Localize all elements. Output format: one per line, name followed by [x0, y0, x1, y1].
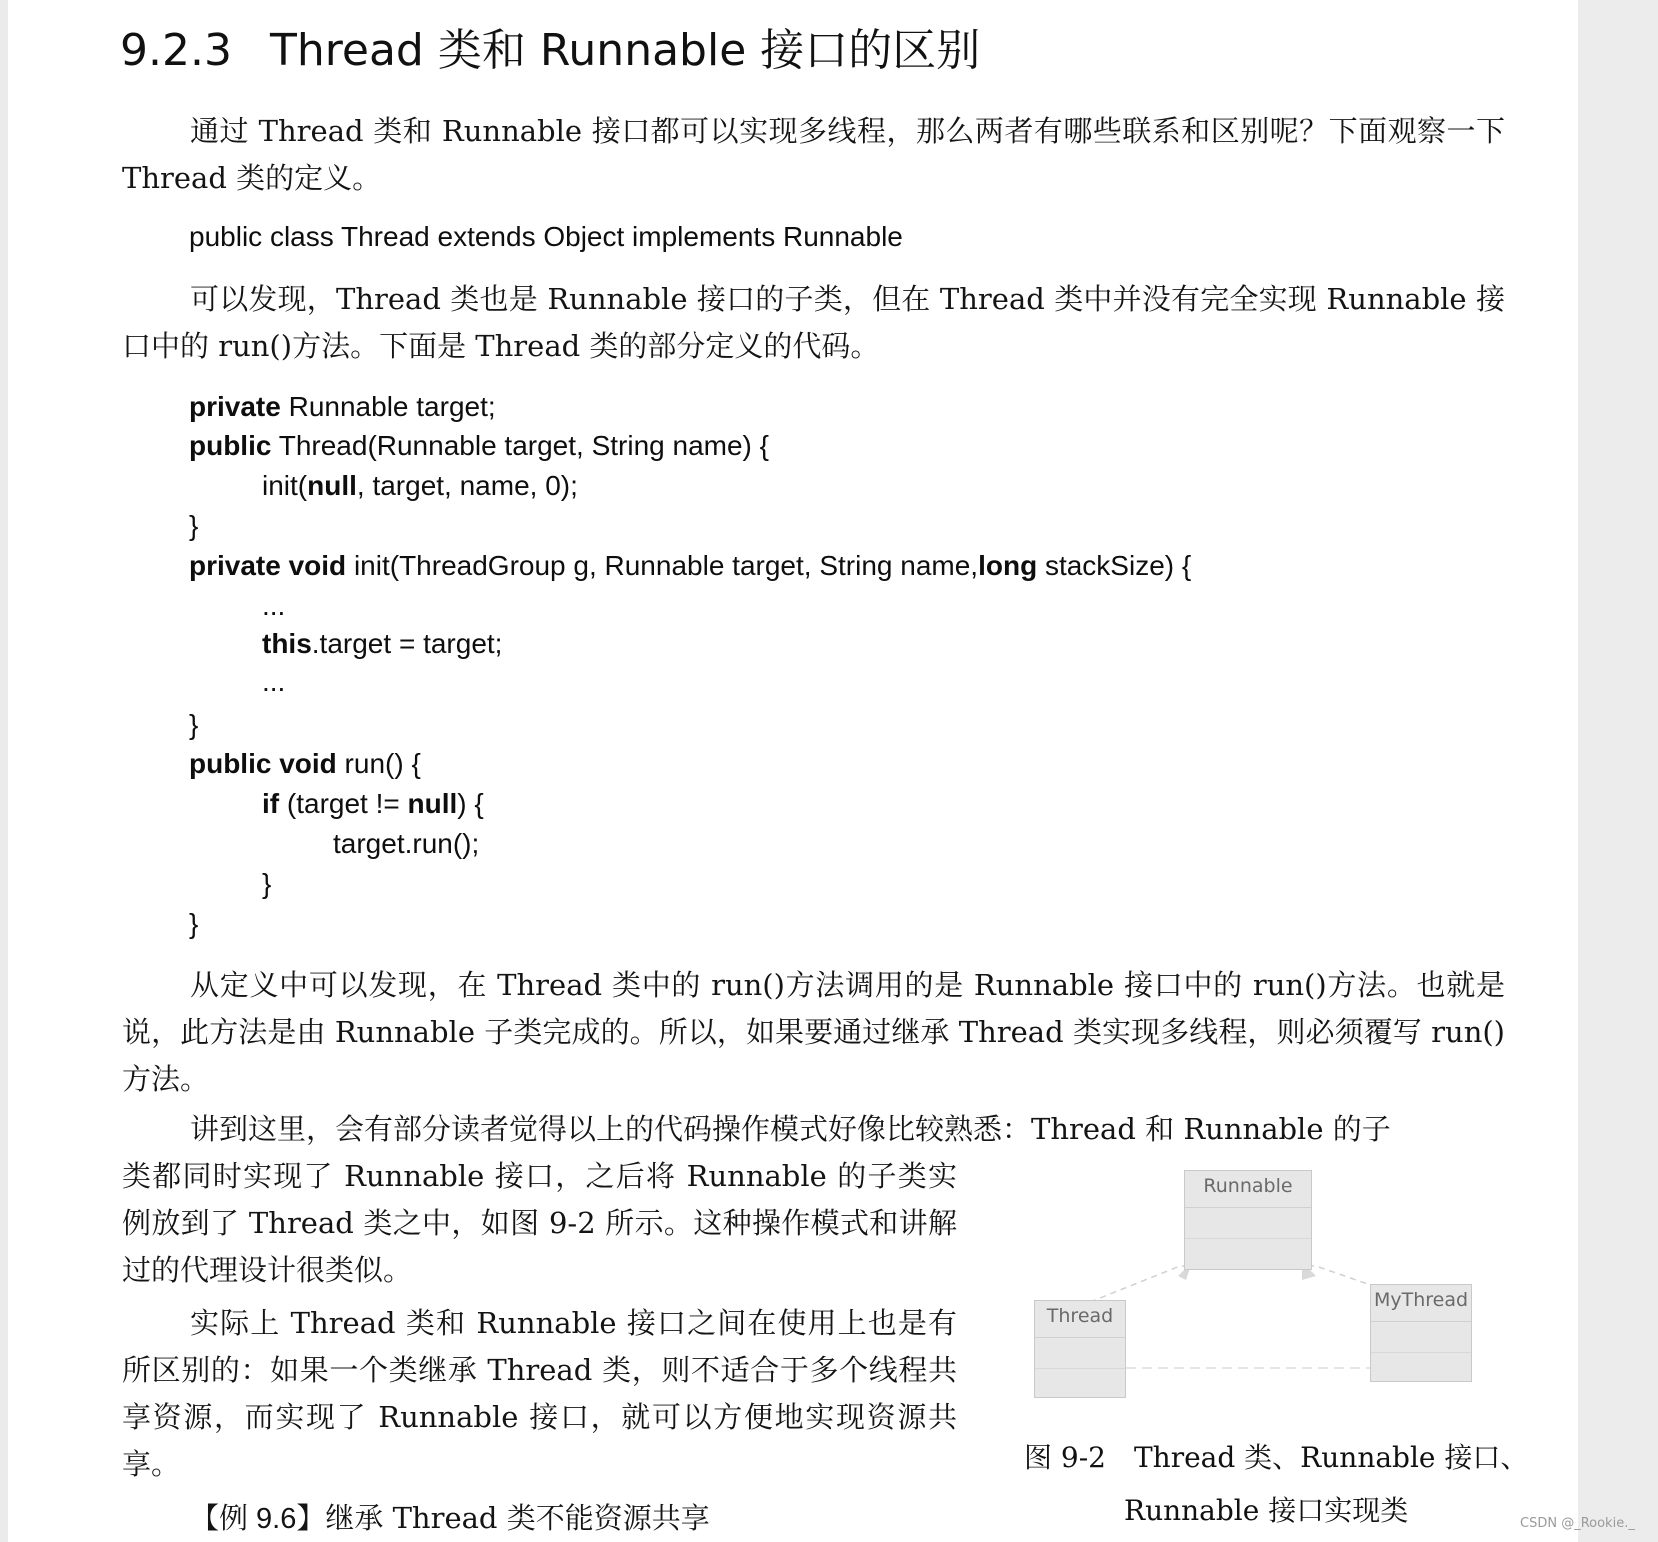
paragraph-run-method: 从定义中可以发现，在 Thread 类中的 run()方法调用的是 Runnable 接口中的 run()方法。也就是说，此方法是由 Runnable 子类完成的。所以，如果要通过继承 Thread 类实现多线程，则必须覆写 run()方法。 — [122, 968, 1505, 1096]
example-heading: 【例 9.6】继承 Thread 类不能资源共享 — [190, 1501, 710, 1535]
uml-label-mythread: MyThread — [1371, 1285, 1471, 1322]
code-line-2: public Thread(Runnable target, String name) { — [189, 430, 769, 461]
code-line-13: } — [262, 868, 272, 899]
paragraph-subclass: 可以发现，Thread 类也是 Runnable 接口的子类，但在 Thread 类中并没有完全实现 Runnable 接口中的 run()方法。下面是 Thread 类的部分定义的代码。 — [122, 282, 1505, 363]
code-line-14: } — [189, 908, 199, 939]
code-line-1: private Runnable target; — [189, 391, 496, 422]
uml-box-runnable — [1184, 1170, 1312, 1270]
code-line-4: } — [189, 510, 199, 541]
code-line-6: ... — [262, 590, 286, 621]
figure-caption-line1: 图 9-2 Thread 类、Runnable 接口、 — [1024, 1441, 1529, 1474]
paragraph-intro: 通过 Thread 类和 Runnable 接口都可以实现多线程，那么两者有哪些联系和区别呢？下面观察一下 Thread 类的定义。 — [122, 114, 1505, 195]
code-line-11: if (target != null) { — [262, 788, 484, 819]
uml-box-mythread — [1370, 1284, 1472, 1382]
section-title: Thread 类和 Runnable 接口的区别 — [270, 25, 981, 76]
code-line-5: private void init(ThreadGroup g, Runnable target, String name,long stackSize) { — [189, 550, 1192, 581]
paragraph-proxy-rest: 类都同时实现了 Runnable 接口，之后将 Runnable 的子类实例放到了 Thread 类之中，如图 9-2 所示。这种操作模式和讲解过的代理设计很类似。 — [122, 1159, 957, 1287]
paragraph-proxy-line1: 讲到这里，会有部分读者觉得以上的代码操作模式好像比较熟悉：Thread 和 Runnable 的子 — [190, 1112, 1391, 1146]
uml-label-thread: Thread — [1035, 1301, 1125, 1338]
code-line-7: this.target = target; — [262, 628, 503, 659]
paragraph-difference: 实际上 Thread 类和 Runnable 接口之间在使用上也是有所区别的：如果一个类继承 Thread 类，则不适合于多个线程共享资源，而实现了 Runnable 接口，就可以方便地实现资源共享。 — [122, 1306, 957, 1481]
uml-box-thread — [1034, 1300, 1126, 1398]
code-line-3: init(null, target, name, 0); — [262, 470, 578, 501]
section-number: 9.2.3 — [120, 25, 232, 76]
connector-thread-runnable — [1090, 1266, 1186, 1302]
figure-caption-line2: Runnable 接口实现类 — [1124, 1494, 1409, 1527]
watermark: CSDN @_Rookie._ — [1520, 1516, 1635, 1531]
code-line-9: } — [189, 709, 199, 740]
code-line-12: target.run(); — [333, 828, 480, 859]
code-line-8: ... — [262, 666, 286, 697]
code-line-10: public void run() { — [189, 748, 421, 779]
class-declaration: public class Thread extends Object implements Runnable — [189, 221, 903, 252]
uml-label-runnable: Runnable — [1185, 1171, 1311, 1208]
